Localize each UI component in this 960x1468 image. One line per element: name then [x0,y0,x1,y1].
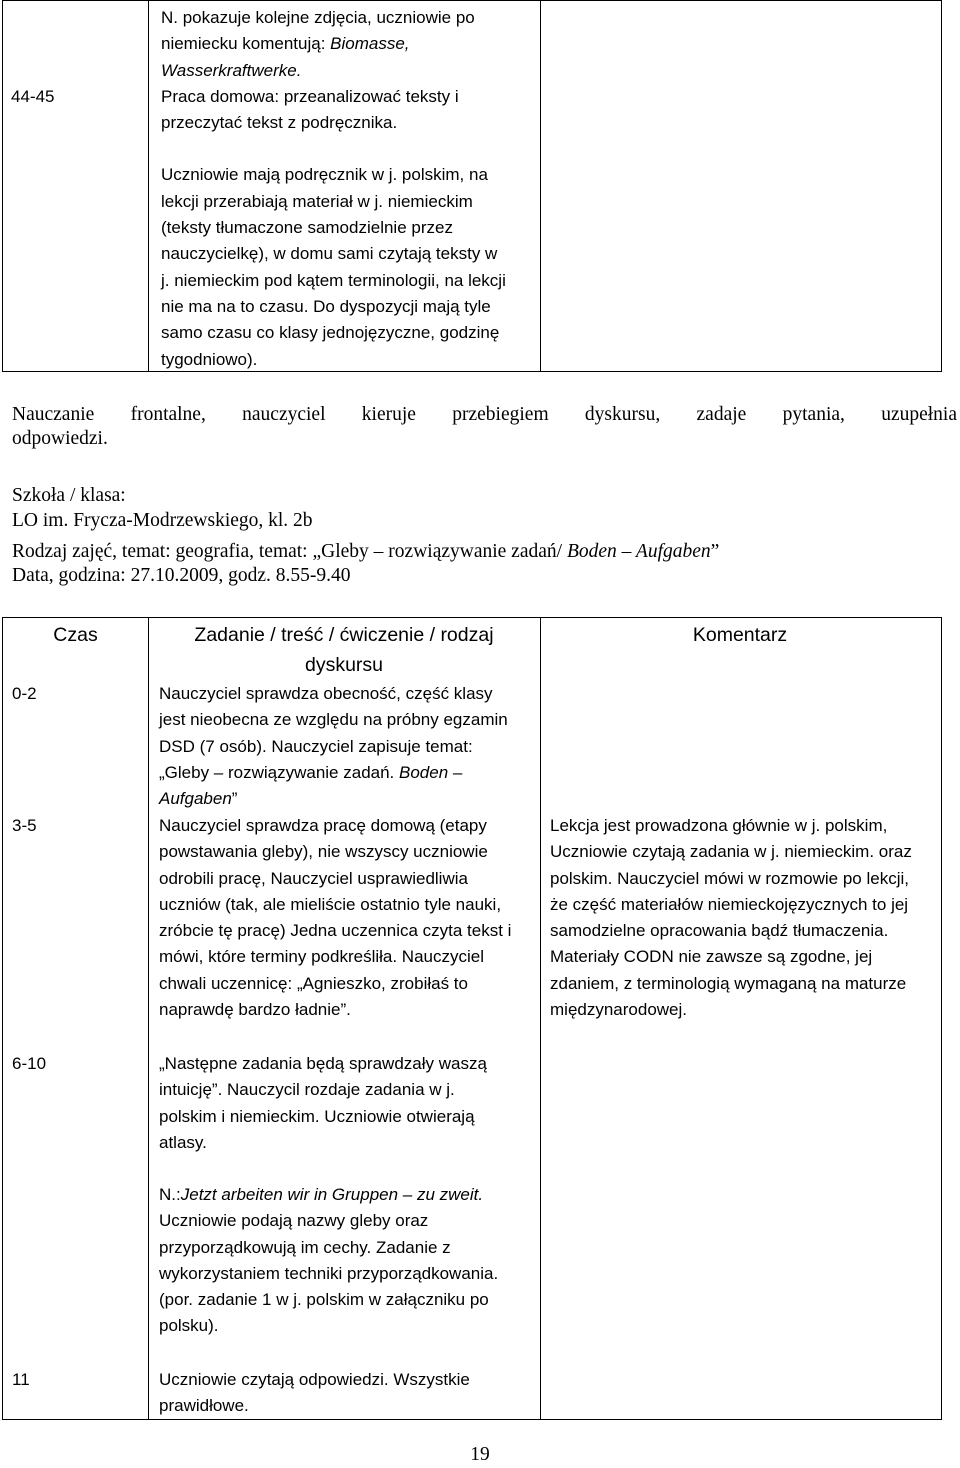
paragraph-line: Nauczanie frontalne, nauczyciel kieruje przebiegiem dyskursu, zadaje pytania, uzupełnia [12,404,957,425]
row-time: 3-5 [12,816,37,835]
note-line: samo czasu co klasy jednojęzyczne, godzinę [161,323,500,343]
note-line: nauczycielkę), w domu sami czytają teksty w [161,244,498,264]
header-time: Czas [53,624,98,646]
lesson-date: Data, godzina: 27.10.2009, godz. 8.55-9.40 [12,565,351,586]
task-line: niemiecku komentują: Biomasse, [161,34,410,54]
paragraph-line: odpowiedzi. [12,428,108,449]
note-line: tygodniowo). [161,349,258,369]
row-task-text [161,5,536,373]
task-line [161,58,536,84]
note-line: lekcji przerabiają materiał w j. niemieckim [161,191,473,211]
note-line: Uczniowie mają podręcznik w j. polskim, na [161,165,488,185]
lesson-topic: Rodzaj zajęć, temat: geografia, temat: „Gleby – rozwiązywanie zadań/ Boden – Aufgaben” [12,541,720,562]
homework-line: Praca domowa: przeanalizować teksty i [161,86,459,106]
italic-term: Aufgaben [159,789,232,809]
italic-term: Wasserkraftwerke. [161,60,302,80]
row-task-text: Nauczyciel sprawdza obecność, część klasy jest nieobecna ze względu na próbny egzamin DSD (7 osób). Nauczyciel zapisuje temat: „Gleby – rozwiązywanie zadań. Boden – Aufgaben” [159,684,508,809]
column-divider [540,1,541,371]
italic-term: Biomasse, [330,34,410,54]
task-line: N. pokazuje kolejne zdjęcia, uczniowie po [161,8,475,27]
page-number: 19 [470,1444,490,1465]
note-line: (teksty tłumaczone samodzielnie przez [161,218,453,238]
lesson-table [2,617,942,1420]
italic-term: Jetzt arbeiten wir in Gruppen – zu zweit. [180,1185,484,1204]
previous-lesson-table [2,0,942,372]
row-task-text: N.:Jetzt arbeiten wir in Gruppen – zu zweit. Uczniowie podają nazwy gleby oraz przyporządkowują im cechy. Zadanie z wykorzystaniem techniki przyporządkowania. (por. zadanie 1 w j. polskim w załączniku po polsku). [159,1185,499,1336]
header-comment: Komentarz [692,624,788,646]
school-heading: Szkoła / klasa: [12,485,126,506]
school-name: LO im. Frycza-Modrzewskiego, kl. 2b [12,510,313,531]
row-task-text: „Następne zadania będą sprawdzały waszą intuicję”. Nauczycil rozdaje zadania w j. polskim i niemieckim. Uczniowie otwierają atlasy. [159,1054,487,1152]
row-task-text: Nauczyciel sprawdza pracę domową (etapy powstawania gleby), nie wszyscy uczniowie odrobili pracę, Nauczyciel usprawiedliwia uczniów (tak, ale mieliście ostatnio tyle nauki, zróbcie tę pracę) Jedna uczennica czyta tekst i mówi, które terminy podkreśliła. Nauczyciel chwali uczennicę: „Agnieszko, zrobiłaś to naprawdę bardzo ładnie”. [159,816,512,1020]
italic-topic: Boden – Aufgaben [566,541,711,562]
row-time: 0-2 [12,684,37,703]
homework-line: przeczytać tekst z podręcznika. [161,113,398,133]
teaching-method-paragraph [12,403,957,451]
column-divider [540,618,541,1419]
row-time: 44-45 [11,87,55,106]
note-line: nie ma na to czasu. Do dyspozycji mają tyle [161,296,491,316]
row-time: 11 [12,1370,30,1389]
row-time: 6-10 [12,1054,47,1073]
row-comment-text: Lekcja jest prowadzona głównie w j. polskim, Uczniowie czytają zadania w j. niemieckim. oraz polskim. Nauczyciel mówi w rozmowie po lekcji, że część materiałów niemieckojęzycznych to jej samodzielne opracowania bądź tłumaczenia. Materiały CODN nie zawsze są zgodne, jej zdaniem, z terminologią wymaganą na maturze międzynarodowej. [550,816,912,1020]
italic-term: Boden – [399,762,463,782]
note-line: j. niemieckim pod kątem terminologii, na lekcji [161,270,506,290]
header-task: Zadanie / treść / ćwiczenie / rodzaj dyskursu [194,624,494,676]
column-divider [148,618,149,1419]
row-task-text: Uczniowie czytają odpowiedzi. Wszystkie prawidłowe. [159,1370,470,1416]
column-divider [148,1,149,371]
